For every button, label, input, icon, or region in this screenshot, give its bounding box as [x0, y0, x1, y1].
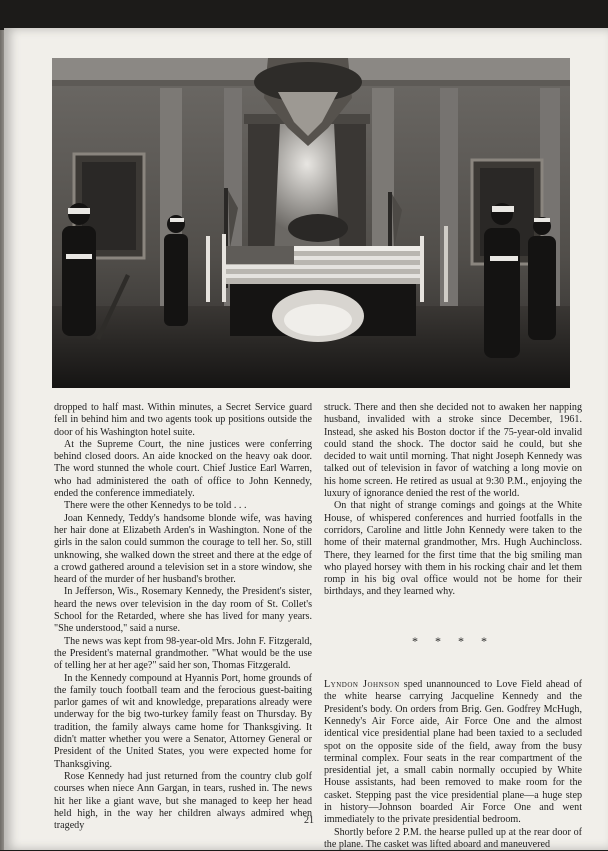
paragraph: At the Supreme Court, the nine justices were conferring behind closed doors. An aide knocked on the heavy oak door. The word stunned the whole court. Chief Justice Earl Warren, who had administered the oath of office to John Kennedy, ended the conference immediately. — [54, 438, 312, 500]
paragraph: In Jefferson, Wis., Rosemary Kennedy, the President's sister, heard the news over television in the day room of St. Collet's School for the Retarded, where she has lived for many years. "She understood," said a nurse. — [54, 586, 312, 635]
section-separator: * * * * — [412, 633, 494, 648]
paragraph: On that night of strange comings and goings at the White House, of whispered conferences and hurried footfalls in the corridors, Caroline and little John Kennedy were taken to the home of their maternal grandmother, Mrs. Hugh Auchincloss. There, they learned for the first time that the big smiling man who played horsey with them in his rocking chair and let them romp in his big oval office would not be home for their birthdays, and they learned why. — [324, 500, 582, 598]
paragraph: In the Kennedy compound at Hyannis Port, home grounds of the family touch football team and the ferocious guest-baiting parlor games of wit and knowledge, preparations already were underway for the big two-turkey family feast on Thursday. By tradition, the family always came home for Thanksgiving. It didn't matter whether you were a Senator, Attorney General or President of the United States, you were expected home for Thanksgiving. — [54, 672, 312, 770]
paragraph: Shortly before 2 P.M. the hearse pulled up at the rear door of the plane. The casket was lifted aboard and maneuvered — [324, 826, 582, 850]
book-page — [4, 28, 608, 850]
right-text-column — [324, 402, 582, 851]
paragraph-body: sped unannounced to Love Field ahead of the white hearse carrying Jacqueline Kennedy and the President's body. On orders from Brig. Gen. Godfrey McHugh, Kennedy's Air Force aide, Air Force One and the almost identical vice presidential plane had been taxied to a secluded spot on the opposite side of the field, away from the busy terminal complex. Four seats in the rear compartment of the presidential jet, a small cabin normally occupied by White House assistants, had been removed to make room for the casket. Stepping past the vice presidential plane—a huge step in history—Johnson boarded Air Force One and went immediately to the private presidential bedroom. — [324, 679, 583, 826]
left-text-column — [54, 402, 312, 832]
paragraph: There were the other Kennedys to be told . . . — [64, 500, 247, 512]
page-number: 21 — [304, 815, 314, 826]
paragraph: struck. There and then she decided not to awaken her napping husband, invalided with a stroke since December, 1961. Instead, she asked his Boston doctor if the 75-year-old invalid could stand the shock. The doctor said he could, but she decided to wait until morning. That night Joseph Kennedy was talked out of television in favor of watching a long movie on his home screen. He retired as usual at 9:30 P.M., enjoying the luxury of ignorance denied the rest of the world. — [324, 402, 582, 500]
paragraph: The news was kept from 98-year-old Mrs. John F. Fitzgerald, the President's maternal grandmother. "What would be the use of telling her at her age?" said her son, Thomas Fitzgerald. — [54, 635, 312, 672]
paragraph: Joan Kennedy, Teddy's handsome blonde wife, was having her hair done at Elizabeth Arden's in Washington. None of the girls in the salon could summon the courage to tell her. So, still unknowing, she walked down the street and there at the edge of a crowd gathered around a television set in a store window, she heard of the murder of her husband's brother. — [54, 512, 312, 586]
lying-in-state-photo — [52, 58, 570, 388]
paragraph: dropped to half mast. Within minutes, a Secret Service guard fell in behind him and two agents took up positions outside the door of his Washington hotel suite. — [54, 402, 312, 438]
lead-in-smallcaps: Lyndon Johnson — [324, 679, 400, 691]
paragraph — [324, 679, 582, 827]
paragraph: Rose Kennedy had just returned from the country club golf courses when niece Ann Gargan, in tears, rushed in. The news hit her like a giant wave, but she managed to keep her head held high, in the way her children always admired when tragedy — [54, 770, 312, 832]
